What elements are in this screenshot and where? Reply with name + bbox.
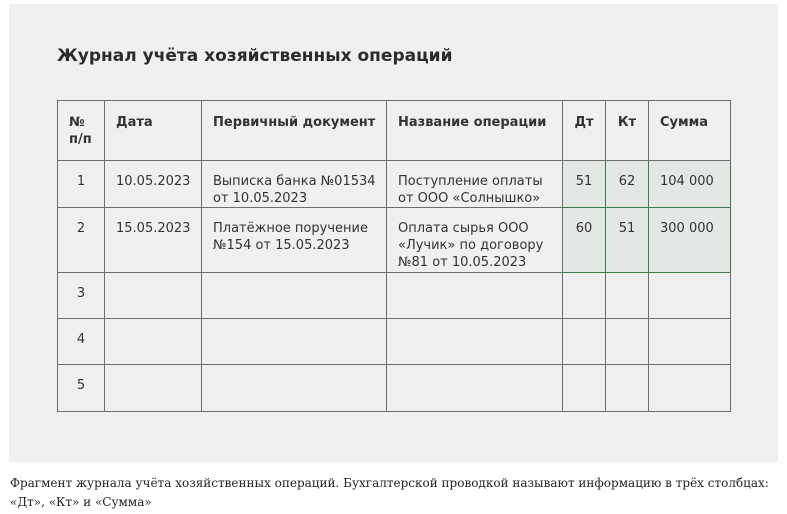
cell-dt	[563, 365, 606, 412]
figure-caption: Фрагмент журнала учёта хозяйственных операций. Бухгалтерской проводкой называют информацию в трёх столбцах: «Дт», «Кт» и «Сумма»	[10, 476, 769, 509]
header-operation: Название операции	[387, 101, 563, 161]
cell-operation: Поступление оплаты от ООО «Солнышко»	[387, 161, 563, 208]
header-date: Дата	[105, 101, 202, 161]
cell-kt	[606, 365, 649, 412]
header-no: № п/п	[58, 101, 105, 161]
cell-document	[202, 319, 387, 365]
header-document: Первичный документ	[202, 101, 387, 161]
cell-kt: 51	[606, 208, 649, 273]
cell-sum	[649, 319, 731, 365]
cell-date	[105, 273, 202, 319]
cell-kt	[606, 273, 649, 319]
cell-sum: 104 000	[649, 161, 731, 208]
cell-sum	[649, 273, 731, 319]
table-header-row	[58, 101, 731, 161]
cell-operation	[387, 365, 563, 412]
cell-date	[105, 365, 202, 412]
cell-kt	[606, 319, 649, 365]
cell-dt: 60	[563, 208, 606, 273]
cell-no: 3	[58, 273, 105, 319]
table-row	[58, 161, 731, 208]
cell-no: 1	[58, 161, 105, 208]
journal-title: Журнал учёта хозяйственных операций	[57, 46, 453, 66]
header-kt: Кт	[606, 101, 649, 161]
cell-document	[202, 273, 387, 319]
cell-operation: Оплата сырья ООО «Лучик» по договору №81 от 10.05.2023	[387, 208, 563, 273]
header-sum: Сумма	[649, 101, 731, 161]
table-row	[58, 273, 731, 319]
cell-operation	[387, 273, 563, 319]
cell-date	[105, 319, 202, 365]
cell-sum	[649, 365, 731, 412]
journal-figure	[9, 4, 778, 462]
cell-no: 5	[58, 365, 105, 412]
table-row	[58, 365, 731, 412]
cell-kt: 62	[606, 161, 649, 208]
cell-operation	[387, 319, 563, 365]
table-row	[58, 319, 731, 365]
cell-date: 10.05.2023	[105, 161, 202, 208]
cell-document: Выписка банка №01534 от 10.05.2023	[202, 161, 387, 208]
cell-dt	[563, 319, 606, 365]
cell-dt: 51	[563, 161, 606, 208]
cell-date: 15.05.2023	[105, 208, 202, 273]
header-dt: Дт	[563, 101, 606, 161]
cell-document	[202, 365, 387, 412]
cell-no: 4	[58, 319, 105, 365]
table-row	[58, 208, 731, 273]
cell-document: Платёжное поручение №154 от 15.05.2023	[202, 208, 387, 273]
journal-table	[57, 100, 731, 412]
cell-dt	[563, 273, 606, 319]
cell-no: 2	[58, 208, 105, 273]
cell-sum: 300 000	[649, 208, 731, 273]
